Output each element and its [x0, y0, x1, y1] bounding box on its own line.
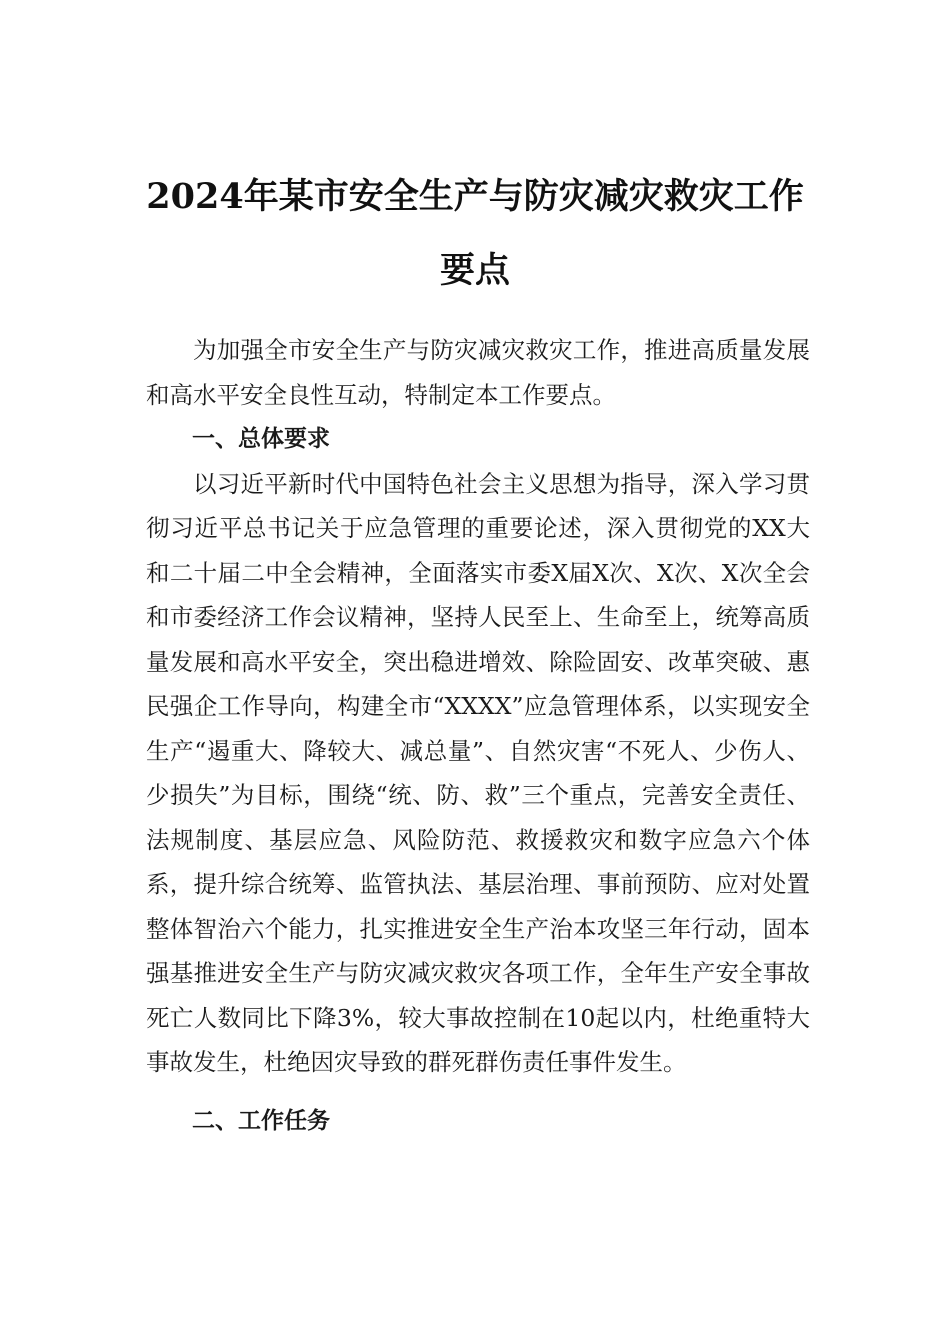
- document-title: [0, 160, 950, 308]
- section-heading-work-tasks: 二、工作任务: [192, 1107, 330, 1134]
- title-line-2: 要点: [439, 250, 510, 291]
- document-body: [146, 328, 810, 1143]
- section-heading-general-requirements: 一、总体要求: [192, 426, 330, 452]
- title-line-1: 2024年某市安全生产与防灾减灾救灾工作: [146, 176, 804, 217]
- section-body-general-requirements: 以习近平新时代中国特色社会主义思想为指导，深入学习贯彻习近平总书记关于应急管理的重要论述，深入贯彻党的XX大和二十届二中全会精神，全面落实市委X届X次、X次、X次全会和市委经济工作会议精神，坚持人民至上、生命至上，统筹高质量发展和高水平安全，突出稳进增效、除险固安、改革突破、惠民强企工作导向，构建全市“XXXX”应急管理体系，以实现安全生产“遏重大、降较大、减总量”、自然灾害“不死人、少伤人、少损失”为目标，围绕“统、防、救”三个重点，完善安全责任、法规制度、基层应急、风险防范、救援救灾和数字应急六个体系，提升综合统筹、监管执法、基层治理、事前预防、应对处置整体智治六个能力，扎实推进安全生产治本攻坚三年行动，固本强基推进安全生产与防灾减灾救灾各项工作，全年生产安全事故死亡人数同比下降3%，较大事故控制在10起以内，杜绝重特大事故发生，杜绝因灾导致的群死群伤责任事件发生。: [146, 469, 810, 1076]
- intro-paragraph: 为加强全市安全生产与防灾减灾救灾工作，推进高质量发展和高水平安全良性互动，特制定本工作要点。: [146, 336, 810, 409]
